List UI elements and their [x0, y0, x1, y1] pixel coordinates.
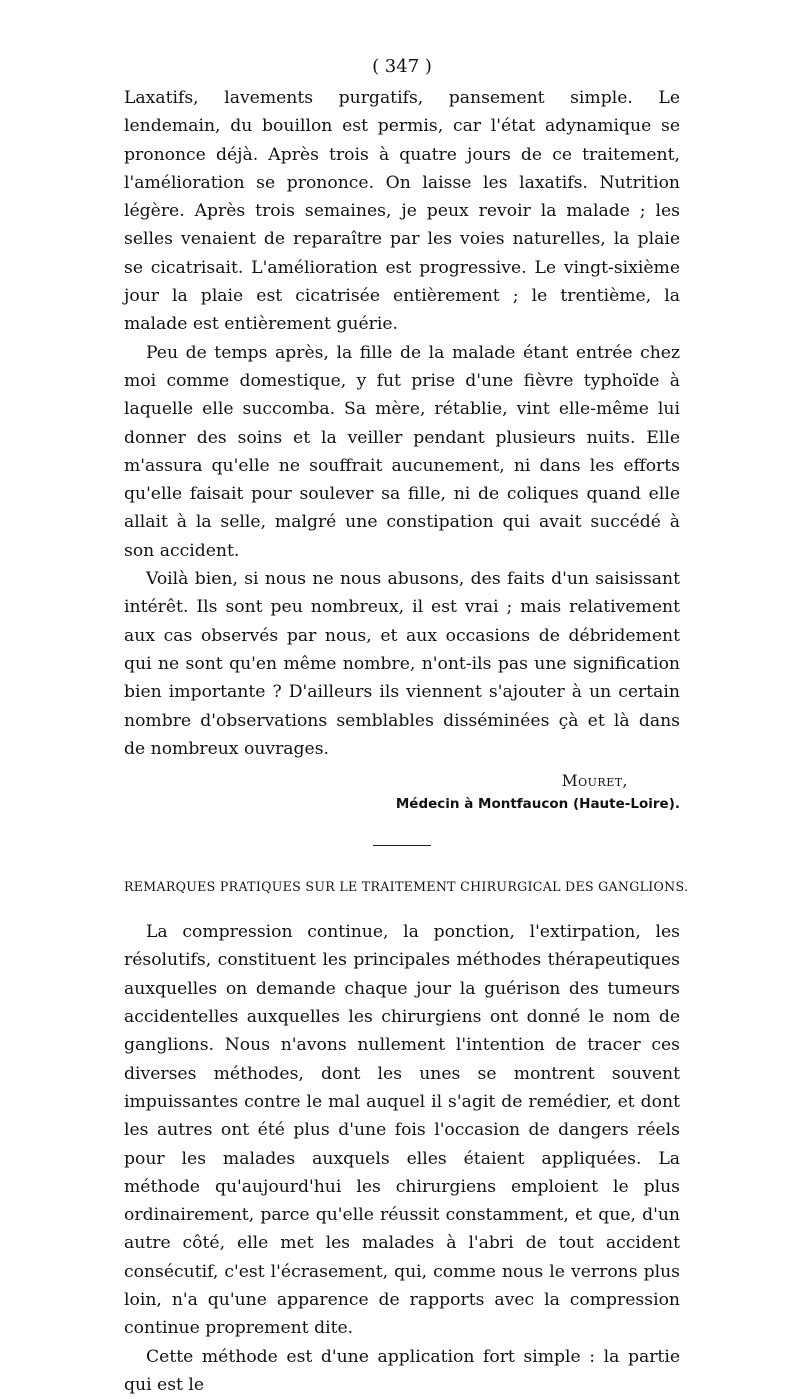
section-divider — [373, 845, 431, 846]
section-heading: REMARQUES PRATIQUES SUR LE TRAITEMENT CHIRURGICAL DES GANGLIONS. — [124, 879, 689, 895]
author-signature — [124, 769, 680, 815]
paragraph-conclusion: Voilà bien, si nous ne nous abusons, des faits d'un saisissant intérêt. Ils sont peu nombreux, il est vrai ; mais relativement aux cas observés par nous, et aux occasions de débridement qui ne sont qu'en même nombre, n'ont-ils pas une signification bien importante ? D'ailleurs ils viennent s'ajouter à un certain nombre d'observations semblables disséminées çà et là dans de nombreux ouvrages. — [124, 569, 680, 759]
author-name: Mouret, — [561, 772, 628, 791]
paragraph-daughter-illness: Peu de temps après, la fille de la malade étant entrée chez moi comme domestique, y fut prise d'une fièvre typhoïde à laquelle elle succomba. Sa mère, rétablie, vint elle-même lui donner des soins et la veiller pendant plusieurs nuits. Elle m'assura qu'elle ne souffrait aucunement, ni dans les efforts qu'elle faisait pour soulever sa fille, ni de coliques quand elle allait à la selle, malgré une constipation qui avait succédé à son accident. — [124, 342, 680, 561]
book-page — [124, 54, 689, 1399]
page-number: ( 347 ) — [372, 56, 432, 77]
paragraph-method-application: Cette méthode est d'une application fort simple : la partie qui est le — [124, 1346, 680, 1395]
paragraph-methods: La compression continue, la ponction, l'extirpation, les résolutifs, constituent les principales méthodes thérapeutiques auxquelles on demande chaque jour la guérison des tumeurs accidentelles auxquelles les chirurgiens ont donné le nom de ganglions. Nous n'avons nullement l'intention de tracer ces diverses méthodes, dont les unes se montrent souvent impuissantes contre le mal auquel il s'agit de remédier, et dont les autres ont été plus d'une fois l'occasion de dangers réels pour les malades auxquels elles étaient appliquées. La méthode qu'aujourd'hui les chirurgiens emploient le plus ordinairement, parce qu'elle réussit constamment, et que, d'un autre côté, elle met les malades à l'abri de tout accident consécutif, c'est l'écrasement, qui, comme nous le verrons plus loin, n'a qu'une apparence de rapports avec la compression continue proprement dite. — [124, 922, 680, 1339]
paragraph-case-continuation: Laxatifs, lavements purgatifs, pansement simple. Le lendemain, du bouillon est permis, car l'état adynamique se prononce déjà. Après trois à quatre jours de ce traitement, l'amélioration se prononce. On laisse les laxatifs. Nutrition légère. Après trois semaines, je peux revoir la malade ; les selles venaient de reparaître par les voies naturelles, la plaie se cicatrisait. L'amélioration est progressive. Le vingt-sixième jour la plaie est cicatrisée entièrement ; le trentième, la malade est entièrement guérie. — [124, 88, 680, 335]
author-title: Médecin à Montfaucon (Haute-Loire). — [395, 796, 680, 813]
